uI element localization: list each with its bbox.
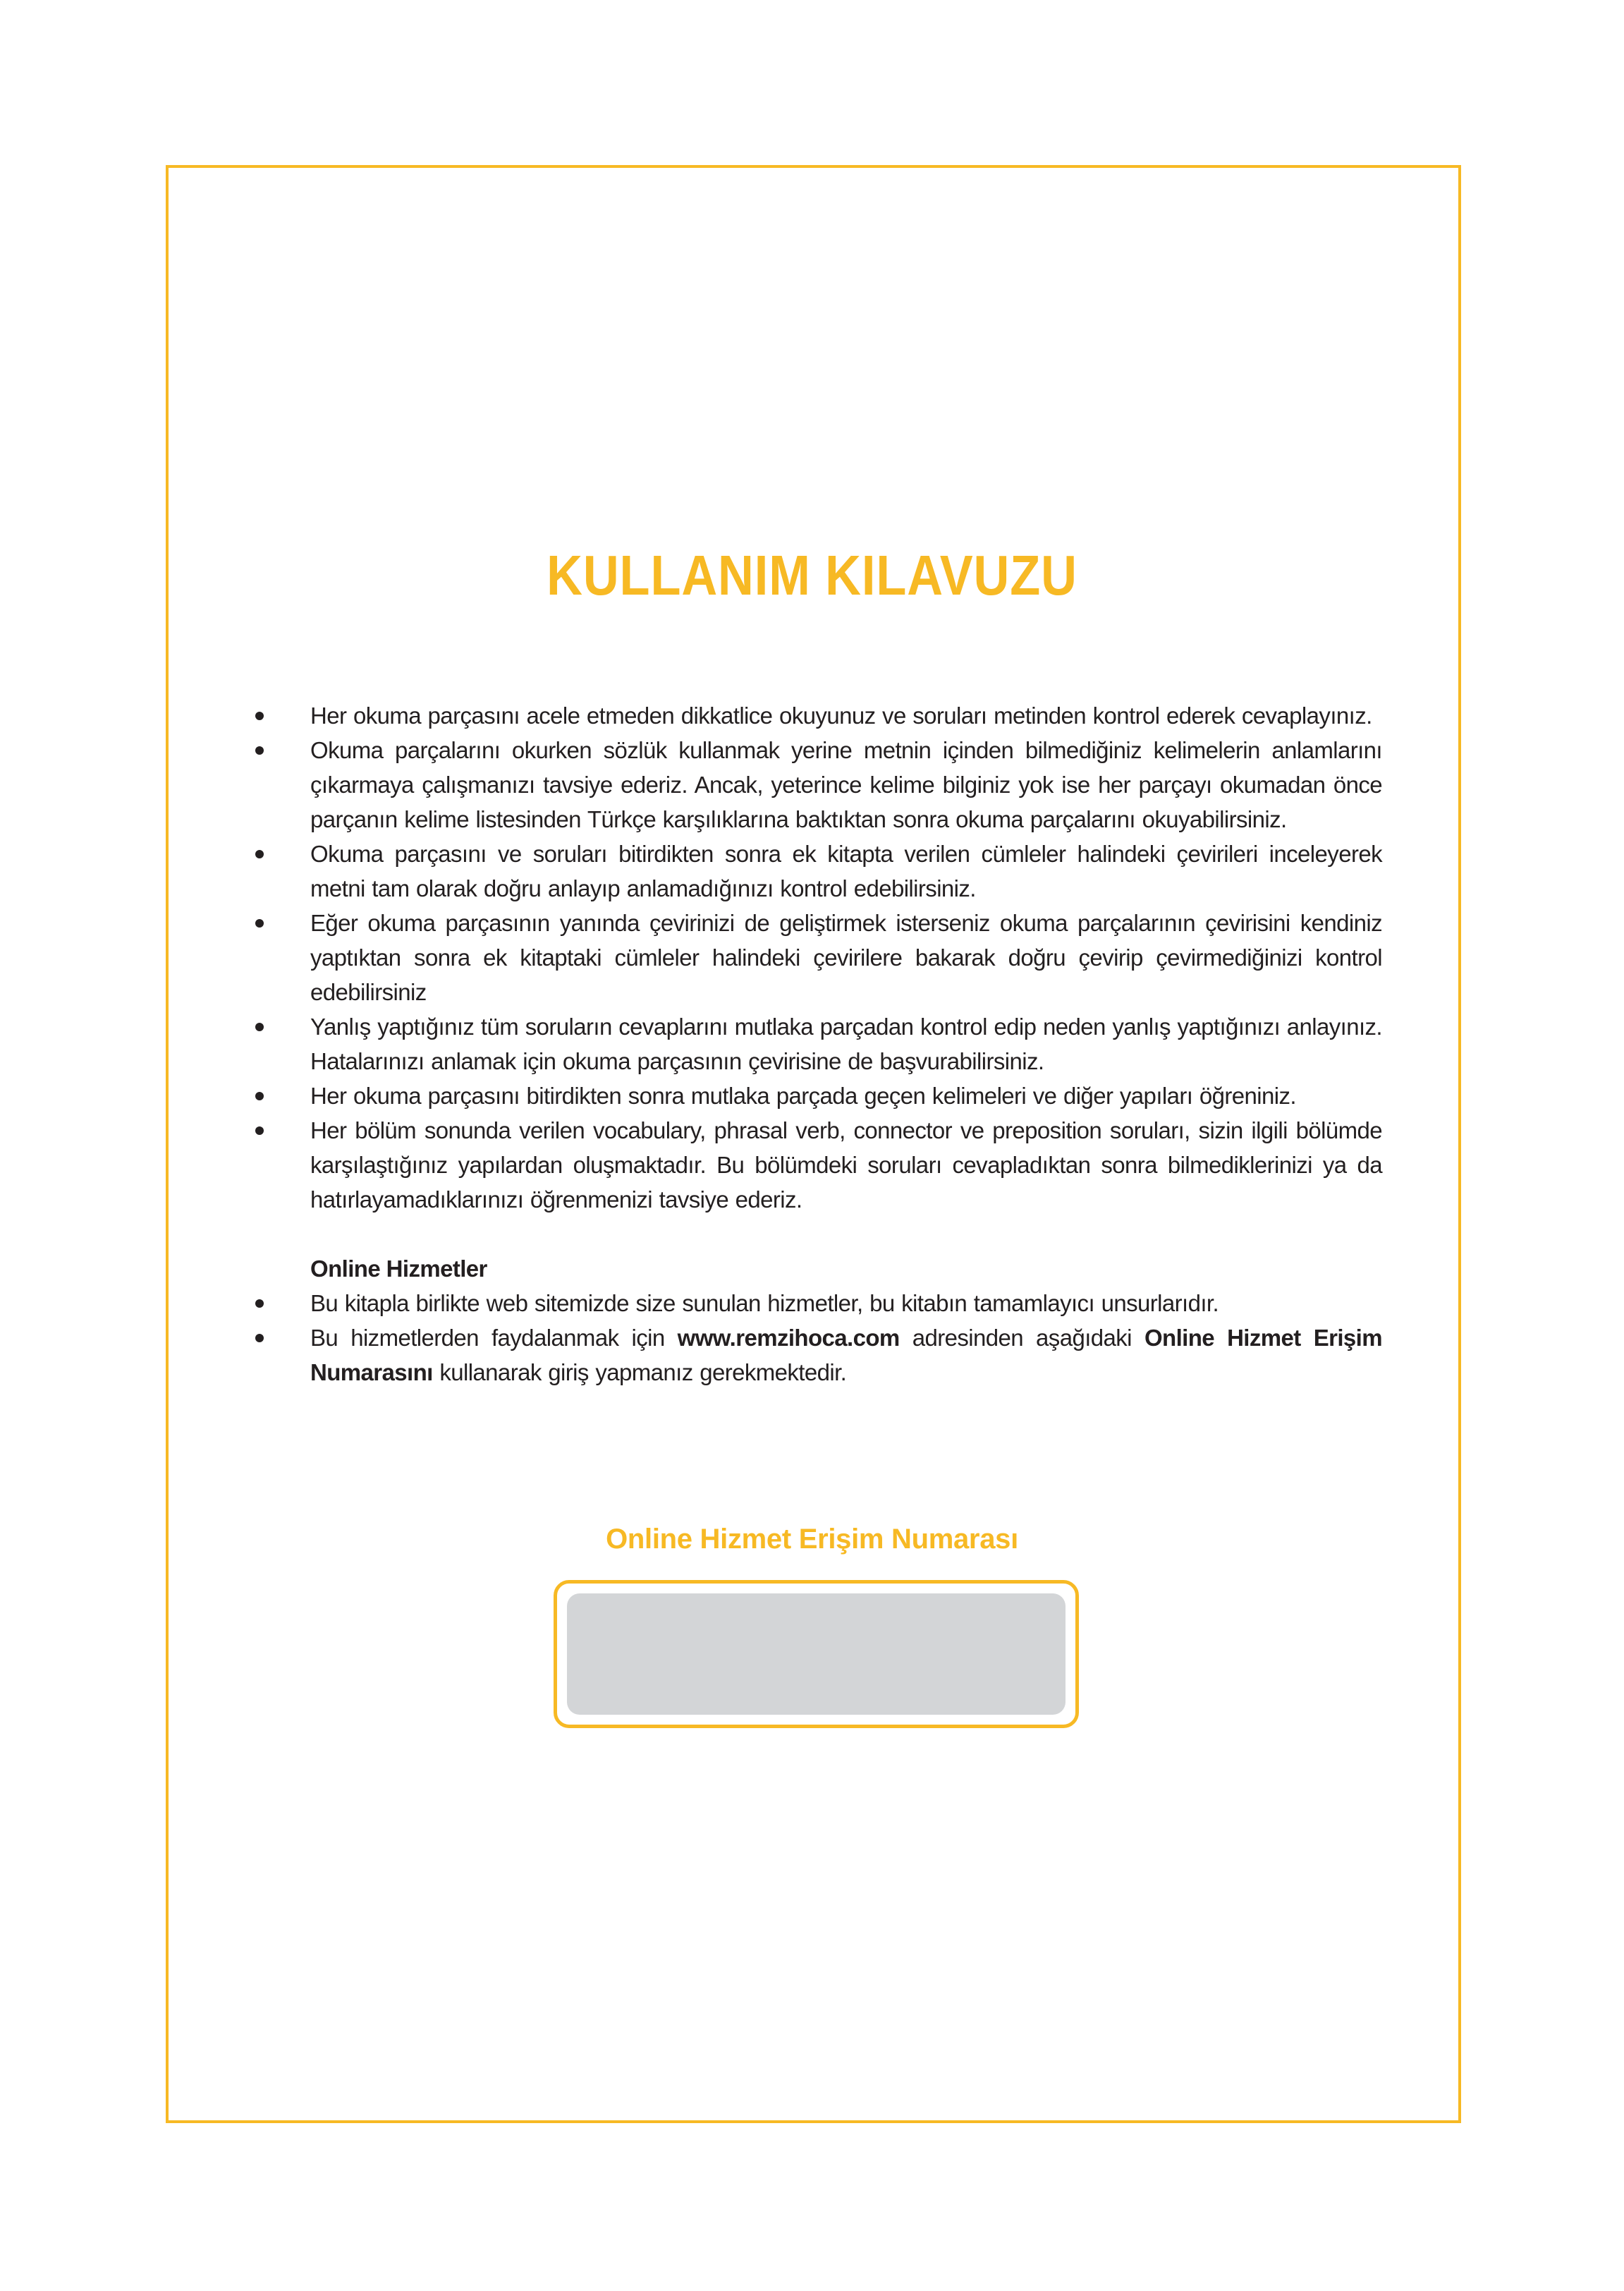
online-services-list (310, 1286, 1382, 1390)
bullet-icon (255, 1299, 264, 1308)
instructions-list (310, 698, 1382, 1217)
list-item: Eğer okuma parçasının yanında çevirinizi de geliştirmek isterseniz okuma parçalarının çevirisini kendiniz yaptıktan sonra ek kitaptaki cümleler halindeki çevirilere bakarak doğru çevirip çevirmediğinizi kontrol edebilirsiniz (310, 906, 1382, 1009)
instructions-section (310, 698, 1382, 1390)
access-number-label: Online Hizmet Erişim Numarası (606, 1524, 1018, 1555)
list-item: Yanlış yaptığınız tüm soruların cevaplarını mutlaka parçadan kontrol edip neden yanlış yaptığınızı anlayınız. Hatalarınızı anlamak için okuma parçasının çevirisine de başvurabilirsiniz. (310, 1009, 1382, 1078)
bullet-icon (255, 850, 264, 858)
list-item: Her okuma parçasını acele etmeden dikkatlice okuyunuz ve soruları metinden kontrol ederek cevaplayınız. (310, 698, 1382, 733)
bullet-icon (255, 1334, 264, 1342)
page-title: KULLANIM KILAVUZU (547, 544, 1077, 607)
bullet-icon (255, 712, 264, 720)
bullet-icon (255, 746, 264, 755)
list-item: Bu hizmetlerden faydalanmak için www.remzihoca.com adresinden aşağıdaki Online Hizmet Erişim Numarasını kullanarak giriş yapmanız gerekmektedir. (310, 1320, 1382, 1390)
bullet-icon (255, 1092, 264, 1100)
bullet-icon (255, 1023, 264, 1031)
list-item: Her okuma parçasını bitirdikten sonra mutlaka parçada geçen kelimeleri ve diğer yapıları öğreniniz. (310, 1078, 1382, 1113)
access-code-field (567, 1593, 1066, 1715)
list-item: Okuma parçasını ve soruları bitirdikten sonra ek kitapta verilen cümleler halindeki çevirileri inceleyerek metni tam olarak doğru anlayıp anlamadığınızı kontrol edebilirsiniz. (310, 837, 1382, 906)
list-item: Okuma parçalarını okurken sözlük kullanmak yerine metnin içinden bilmediğiniz kelimelerin anlamlarını çıkarmaya çalışmanızı tavsiye ederiz. Ancak, yeterince kelime bilginiz yok ise her parçayı okumadan önce parçanın kelime listesinden Türkçe karşılıklarına baktıktan sonra okuma parçalarını okuyabilirsiniz. (310, 733, 1382, 837)
access-number-box (554, 1580, 1079, 1728)
list-item: Her bölüm sonunda verilen vocabulary, phrasal verb, connector ve preposition soruları, sizin ilgili bölümde karşılaştığınız yapılardan oluşmaktadır. Bu bölümdeki soruları cevapladıktan sonra bilmediklerinizi ya da hatırlayamadıklarınızı öğrenmenizi tavsiye ederiz. (310, 1113, 1382, 1217)
online-services-heading: Online Hizmetler (310, 1256, 487, 1282)
bullet-icon (255, 1126, 264, 1135)
bullet-icon (255, 919, 264, 928)
website-link[interactable]: www.remzihoca.com (677, 1325, 900, 1351)
list-item: Bu kitapla birlikte web sitemizde size sunulan hizmetler, bu kitabın tamamlayıcı unsurlarıdır. (310, 1286, 1382, 1320)
